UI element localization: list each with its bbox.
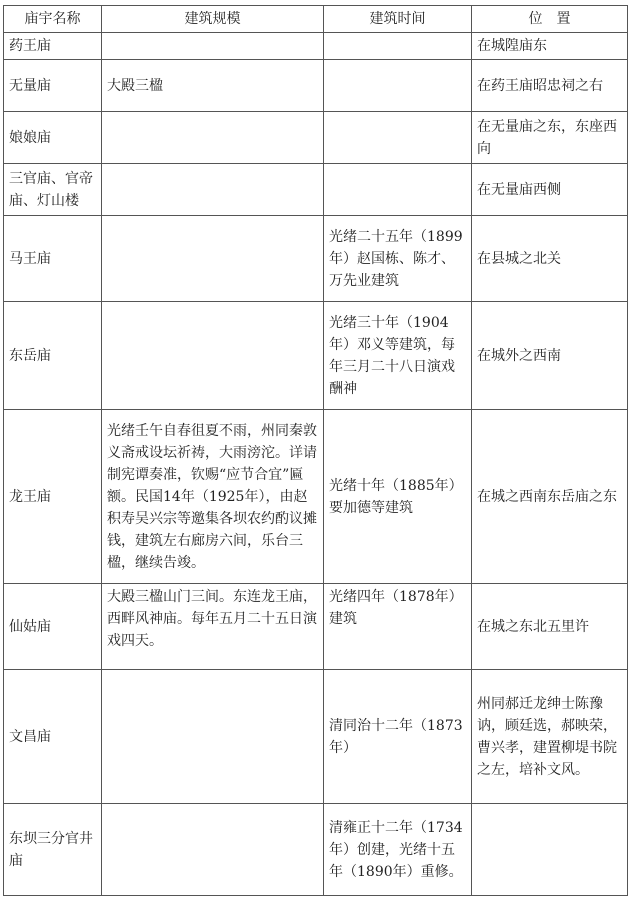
temple-time: 光绪二十五年（1899年）赵国栋、陈才、万先业建筑 [324, 216, 472, 302]
temple-name: 东岳庙 [4, 302, 102, 410]
temple-scale [102, 164, 324, 216]
temple-scale: 大殿三楹 [102, 60, 324, 112]
temple-time [324, 112, 472, 164]
temple-location: 在城之西南东岳庙之东 [472, 410, 628, 584]
temple-location: 州同郝迁龙绅士陈豫讷，顾廷选，郝映荣，曹兴孝，建置柳堤书院之左，培补文风。 [472, 670, 628, 804]
temple-name: 龙王庙 [4, 410, 102, 584]
table-row [4, 302, 628, 410]
temple-name: 仙姑庙 [4, 584, 102, 670]
temple-time: 光绪三十年（1904年）邓义等建筑，每年三月二十八日演戏酬神 [324, 302, 472, 410]
temple-scale: 光绪壬午自春徂夏不雨，州同秦敦义斋戒设坛祈祷，大雨滂沱。详请制宪谭奏准，钦赐“应节合宜”匾额。民国14年（1925年），由赵积寿吴兴宗等邀集各坝农约酌议摊钱，建筑左右廊房六间，乐台三楹，继续告竣。 [102, 410, 324, 584]
header-name: 庙宇名称 [4, 6, 102, 33]
temple-table [3, 5, 628, 896]
temple-time [324, 164, 472, 216]
temple-location: 在城外之西南 [472, 302, 628, 410]
temple-time: 清同治十二年（1873年） [324, 670, 472, 804]
table-row [4, 33, 628, 60]
table-row [4, 60, 628, 112]
table-row [4, 804, 628, 896]
table-row [4, 164, 628, 216]
table-row [4, 670, 628, 804]
header-time: 建筑时间 [324, 6, 472, 33]
temple-scale [102, 112, 324, 164]
temple-scale: 大殿三楹山门三间。东连龙王庙，西畔风神庙。每年五月二十五日演戏四天。 [102, 584, 324, 670]
temple-scale [102, 804, 324, 896]
temple-time [324, 60, 472, 112]
temple-name: 三官庙、官帝庙、灯山楼 [4, 164, 102, 216]
table-row [4, 410, 628, 584]
table-row [4, 584, 628, 670]
temple-scale [102, 33, 324, 60]
temple-location: 在城之东北五里许 [472, 584, 628, 670]
table-row [4, 216, 628, 302]
temple-name: 娘娘庙 [4, 112, 102, 164]
temple-location: 在县城之北关 [472, 216, 628, 302]
header-scale: 建筑规模 [102, 6, 324, 33]
temple-time: 清雍正十二年（1734年）创建，光绪十五年（1890年）重修。 [324, 804, 472, 896]
temple-location: 在无量庙西侧 [472, 164, 628, 216]
table-row [4, 112, 628, 164]
temple-scale [102, 302, 324, 410]
temple-time [324, 33, 472, 60]
temple-location [472, 804, 628, 896]
temple-time: 光绪十年（1885年）要加德等建筑 [324, 410, 472, 584]
temple-location: 在药王庙昭忠祠之右 [472, 60, 628, 112]
temple-scale [102, 216, 324, 302]
temple-location: 在无量庙之东，东座西向 [472, 112, 628, 164]
temple-scale [102, 670, 324, 804]
header-row [4, 6, 628, 33]
temple-time: 光绪四年（1878年）建筑 [324, 584, 472, 670]
temple-name: 药王庙 [4, 33, 102, 60]
temple-name: 文昌庙 [4, 670, 102, 804]
temple-name: 无量庙 [4, 60, 102, 112]
temple-name: 东坝三分官井庙 [4, 804, 102, 896]
header-location: 位 置 [472, 6, 628, 33]
temple-name: 马王庙 [4, 216, 102, 302]
temple-location: 在城隍庙东 [472, 33, 628, 60]
